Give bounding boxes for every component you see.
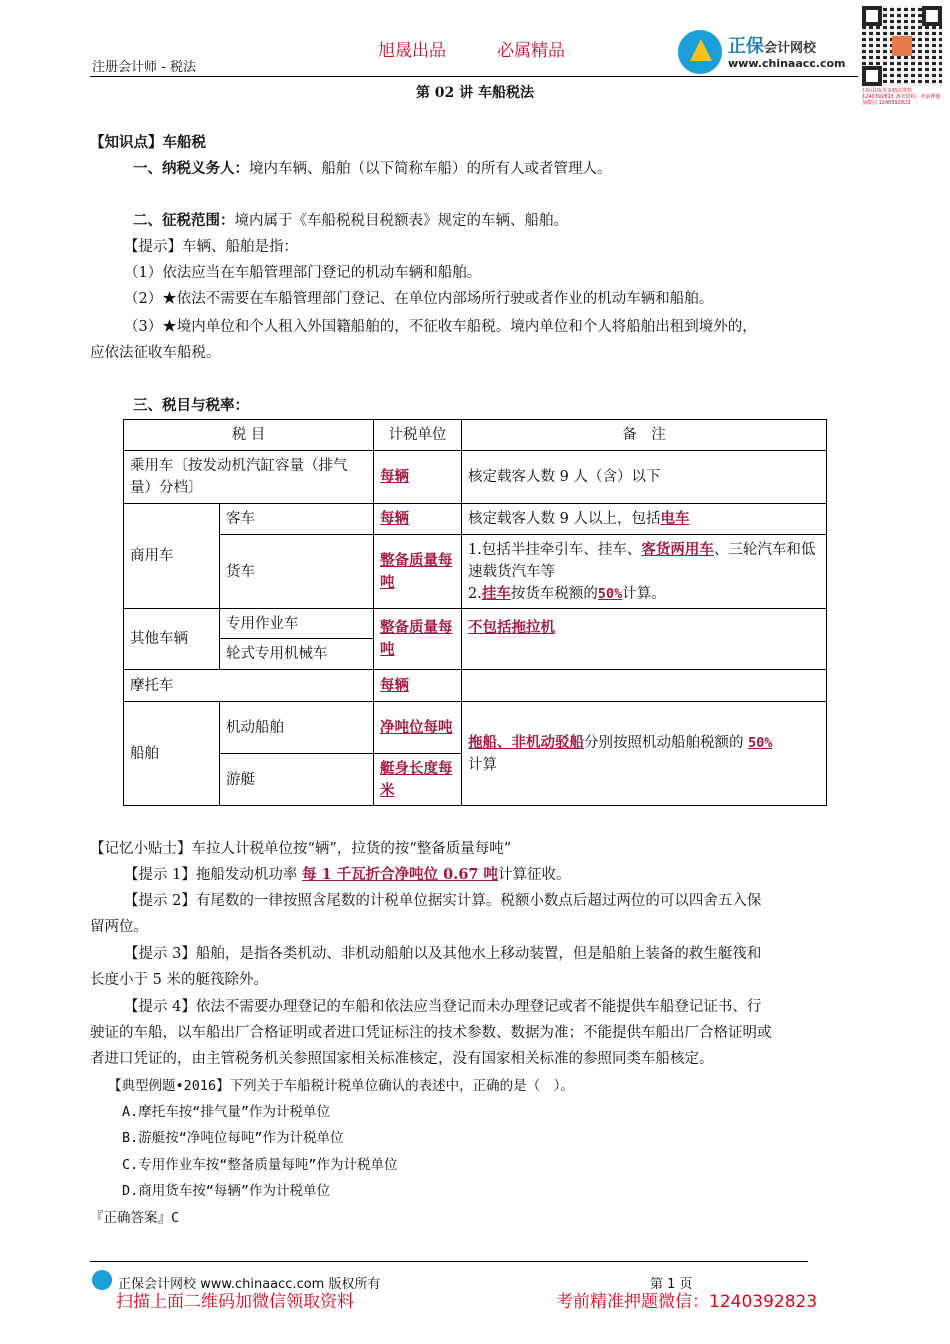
table-row — [124, 535, 827, 609]
col-header-unit: 计税单位 — [374, 420, 462, 451]
hint-1: 【提示 1】拖船发动机功率 每 1 千瓦折合净吨位 0.67 吨计算征收。 — [124, 866, 571, 883]
col-header-item: 税 目 — [124, 420, 374, 451]
group-vessels: 船舶 — [124, 702, 220, 806]
unit-bus: 每辆 — [380, 510, 409, 527]
item-passenger-car: 乘用车〔按发动机汽缸容量（排气量）分档〕 — [124, 451, 374, 504]
item-motor-vessel: 机动船舶 — [220, 702, 374, 754]
unit-passenger-car: 每辆 — [380, 468, 409, 485]
unit-motorcycle: 每辆 — [380, 676, 409, 694]
table-row — [124, 670, 827, 702]
footer-divider — [90, 1261, 808, 1262]
tax-rate-table — [123, 419, 827, 806]
slogan-left: 旭晟出品 — [378, 41, 446, 61]
option-b: B.游艇按“净吨位每吨”作为计税单位 — [122, 1130, 344, 1146]
chinaacc-logo[interactable] — [678, 30, 858, 78]
col-header-note: 备 注 — [462, 420, 827, 451]
memory-tip: 【记忆小贴士】车拉人计税单位按“辆”，拉货的按“整备质量每吨” — [90, 841, 512, 857]
unit-yacht: 艇身长度每米 — [380, 759, 453, 799]
table-row — [124, 451, 827, 504]
footer-copyright: 正保会计网校 www.chinaacc.com 版权所有 — [118, 1277, 381, 1292]
table-header-row — [124, 420, 827, 451]
table-row — [124, 504, 827, 535]
scope-item-3: （3）★境内单位和个人租入外国籍船舶的，不征收车船税。境内单位和个人将船舶出租到境外的， — [124, 319, 757, 335]
footer-logo-icon — [92, 1270, 112, 1290]
note-truck: 1.包括半挂牵引车、挂车、客货两用车、三轮汽车和低速载货汽车等 2.挂车按货车税额的50%计算。 — [462, 535, 827, 609]
table-row — [124, 702, 827, 754]
page-number: 第 1 页 — [650, 1277, 693, 1292]
qr-code-icon[interactable] — [862, 6, 942, 86]
unit-motor-vessel: 净吨位每吨 — [380, 718, 453, 736]
scope-item-3-cont: 应依法征收车船税。 — [90, 345, 221, 361]
example-question: 【典型例题•2016】下列关于车船税计税单位确认的表述中，正确的是（ ）。 — [108, 1078, 574, 1094]
note-bus: 核定载客人数 9 人以上，包括电车 — [462, 504, 827, 535]
unit-truck: 整备质量每吨 — [380, 551, 453, 591]
qr-caption: 扫码获取更多精品资料 1240392823 备考资料、考前押题加微信 1240392823 — [862, 88, 941, 106]
hint-2: 【提示 2】有尾数的一律按照含尾数的计税单位据实计算。税额小数点后超过两位的可以四舍五入保 — [124, 893, 762, 909]
promo-left: 扫描上面二维码加微信领取资料 — [116, 1292, 354, 1312]
hint-2-cont: 留两位。 — [90, 919, 148, 935]
group-other-vehicles: 其他车辆 — [124, 609, 220, 670]
option-a: A.摩托车按“排气量”作为计税单位 — [122, 1104, 331, 1120]
hint-3-cont: 长度小于 5 米的艇筏除外。 — [90, 972, 268, 988]
logo-name-sub: 会计网校 — [764, 41, 817, 56]
item-special-work-vehicle: 专用作业车 — [220, 609, 374, 639]
note-vessels: 拖船、非机动驳船分别按照机动船舶税额的 50% 计算 — [462, 702, 827, 806]
section-1: 一、纳税义务人：境内车辆、船舶（以下简称车船）的所有人或者管理人。 — [133, 160, 612, 177]
knowledge-point-heading: 【知识点】车船税 — [90, 134, 206, 151]
hint-3: 【提示 3】船舶，是指各类机动、非机动船舶以及其他水上移动装置，但是船舶上装备的救生艇筏和 — [124, 946, 762, 962]
hint-4: 【提示 4】依法不需要办理登记的车船和依法应当登记而未办理登记或者不能提供车船登记证书、行 — [124, 999, 762, 1015]
tip-heading: 【提示】车辆、船舶是指： — [124, 239, 298, 255]
logo-url: www.chinaacc.com — [728, 57, 846, 70]
section-2: 二、征税范围：境内属于《车船税税目税额表》规定的车辆、船舶。 — [133, 212, 568, 229]
slogan-right: 必属精品 — [497, 41, 565, 61]
correct-answer: 『正确答案』C — [90, 1210, 180, 1226]
note-passenger-car: 核定载客人数 9 人（含）以下 — [462, 451, 827, 504]
hint-4-cont-1: 驶证的车船，以车船出厂合格证明或者进口凭证标注的技术参数、数据为准；不能提供车船出厂合格证明或 — [90, 1025, 772, 1041]
section-3-heading: 三、税目与税率： — [133, 397, 249, 414]
logo-name: 正保 — [728, 36, 764, 57]
hint-4-cont-2: 者进口凭证的，由主管税务机关参照国家相关标准核定，没有国家相关标准的参照同类车船核定。 — [90, 1051, 714, 1067]
table-row — [124, 609, 827, 639]
item-wheeled-machinery: 轮式专用机械车 — [220, 639, 374, 670]
item-bus: 客车 — [220, 504, 374, 535]
option-c: C.专用作业车按“整备质量每吨”作为计税单位 — [122, 1157, 398, 1173]
item-yacht: 游艇 — [220, 754, 374, 806]
logo-emblem-icon — [678, 30, 722, 74]
item-motorcycle: 摩托车 — [124, 670, 374, 702]
lesson-title: 第 02 讲 车船税法 — [415, 85, 535, 101]
header-divider — [90, 76, 858, 77]
note-motorcycle — [462, 670, 827, 702]
scope-item-1: （1）依法应当在车船管理部门登记的机动车辆和船舶。 — [124, 265, 482, 281]
note-other-vehicles: 不包括拖拉机 — [468, 619, 555, 636]
course-subject: 注册会计师 - 税法 — [92, 60, 196, 75]
item-truck: 货车 — [220, 535, 374, 609]
unit-other-vehicles: 整备质量每吨 — [380, 619, 453, 658]
scope-item-2: （2）★依法不需要在车船管理部门登记、在单位内部场所行驶或者作业的机动车辆和船舶。 — [124, 291, 714, 307]
option-d: D.商用货车按“每辆”作为计税单位 — [122, 1183, 331, 1199]
group-commercial: 商用车 — [124, 504, 220, 609]
promo-right: 考前精准押题微信：1240392823 — [556, 1292, 818, 1312]
